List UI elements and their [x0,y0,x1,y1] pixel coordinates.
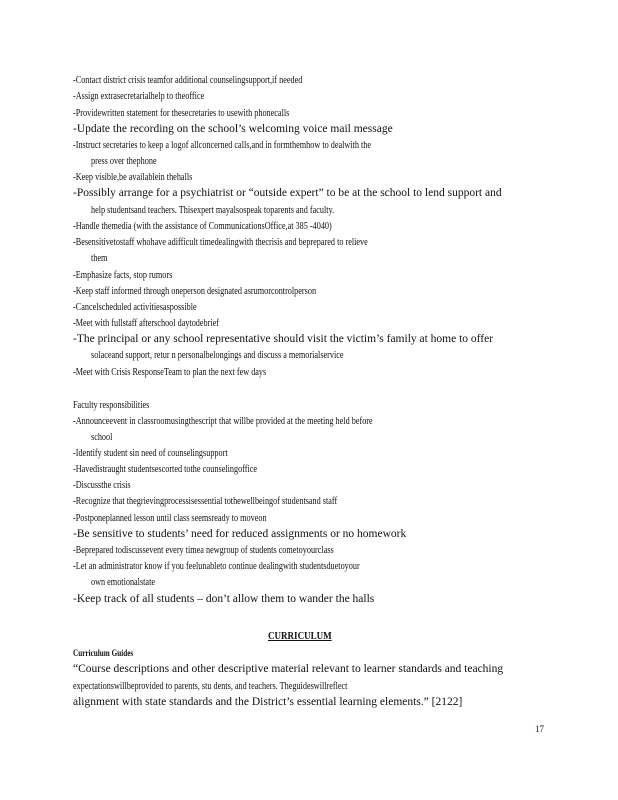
text-line: press over thephone [91,156,157,167]
text-line: -Keep visible,be availablein thehalls [73,172,193,183]
text-line: school [91,432,113,443]
text-line: -Emphasize facts, stop rumors [73,270,173,281]
text-line: them [91,253,108,264]
text-line: -Meet with Crisis ResponseTeam to plan the next few days [73,367,267,378]
text-line: -Providewritten statement for thesecretaries to usewith phonecalls [73,108,290,119]
text-line: -Contact district crisis teamfor additional counselingsupport,if needed [73,75,303,86]
text-line: alignment with state standards and the District’s essential learning elements.” [2122] [73,696,463,708]
text-line: expectationswillbeprovided to parents, stu dents, and teachers. Theguideswillreflect [73,681,348,692]
text-line: -Postponeplanned lesson until class seemsready to moveon [73,513,267,524]
text-line: own emotionalstate [91,577,155,588]
text-line: -Havedistraught studentsescorted tothe counselingoffice [73,464,258,475]
text-line: -Keep track of all students – don’t allow them to wander the halls [73,593,375,605]
text-line: solaceand support, retur n personalbelongings and discuss a memorialservice [91,350,344,361]
text-line: -Meet with fullstaff afterschool daytodebrief [73,318,220,329]
page-number: 17 [535,724,544,734]
text-line: -Cancelscheduled activitiesaspossible [73,302,197,313]
section-heading: CURRICULUM [268,630,332,642]
text-line: -Announceevent in classroomusingthescript that willbe provided at the meeting held before [73,416,373,427]
text-line: -Assign extrasecretarialhelp to theoffice [73,91,205,102]
text-line: -Keep staff informed through oneperson designated asrumorcontrolperson [73,286,317,297]
text-line: “Course descriptions and other descriptive material relevant to learner standards and teaching [73,663,504,675]
text-line: -Be sensitive to students’ need for reduced assignments or no homework [73,528,407,540]
text-line: -Instruct secretaries to keep a logof allconcerned calls,and in formthemhow to dealwith the [73,140,372,151]
text-line: -Discussthe crisis [73,480,131,491]
text-line: -Let an administrator know if you feelunableto continue dealingwith studentsduetoyour [73,561,360,572]
text-line: -Recognize that thegrievingprocessisessential tothewellbeingof studentsand staff [73,496,338,507]
text-line: -Update the recording on the school’s welcoming voice mail message [73,123,393,135]
text-line: -Identify student sin need of counselingsupport [73,448,228,459]
text-line: -Besensitivetostaff whohave adifficult timedealingwith thecrisis and beprepared to relieve [73,237,368,248]
text-line: help studentsand teachers. Thisexpert mayalsospeak toparents and faculty. [91,205,335,216]
text-line: -Beprepared todiscussevent every timea newgroup of students cometoyourclass [73,545,334,556]
text-line: -Handle themedia (with the assistance of CommunicationsOffice,at 385 -4040) [73,221,332,232]
subheading: Curriculum Guides [73,648,134,658]
text-line: -The principal or any school representative should visit the victim’s family at home to offer [73,333,494,345]
text-line: Faculty responsibilities [73,400,150,411]
text-line: -Possibly arrange for a psychiatrist or “outside expert” to be at the school to lend support and [73,187,502,199]
